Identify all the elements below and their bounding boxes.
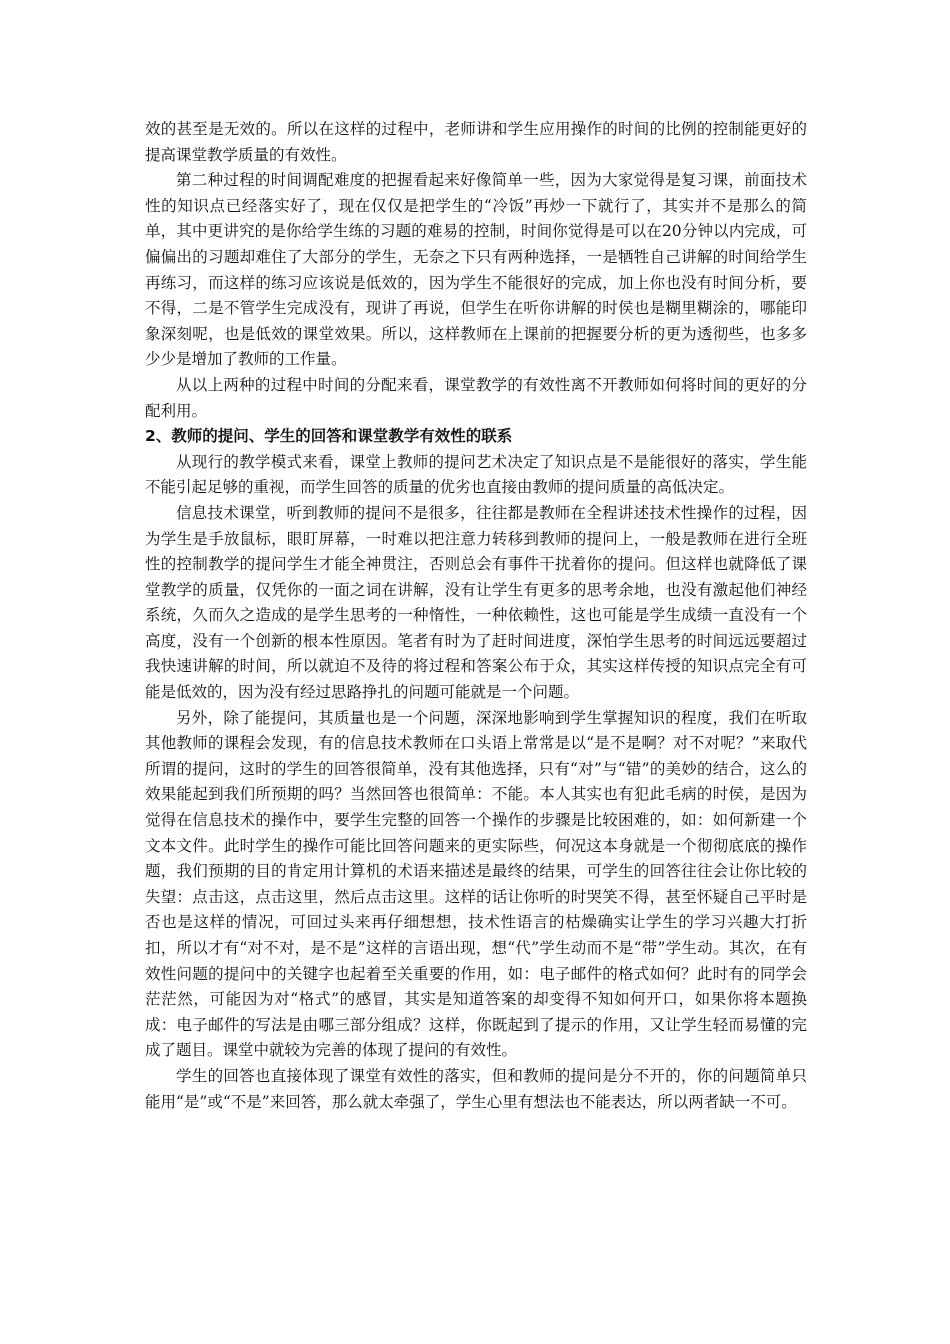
paragraph-second-process: 第二种过程的时间调配难度的把握看起来好像简单一些，因为大家觉得是复习课，前面技术性的知识点已经落实好了，现在仅仅是把学生的“冷饭”再炒一下就行了，其实并不是那么的简单，其中更讲究的是你给学生练的习题的难易的控制，时间你觉得是可以在20分钟以内完成，可偏偏出的习题却难住了大部分的学生，无奈之下只有两种选择，一是牺牲自己讲解的时间给学生再练习，而这样的练习应该说是低效的，因为学生不能很好的完成，加上你也没有时间分析，要不得，二是不管学生完成没有，现讲了再说，但学生在听你讲解的时侯也是糊里糊涂的，哪能印象深刻呢，也是低效的课堂效果。所以，这样教师在上课前的把握要分析的更为透彻些，也多多少少是增加了教师的工作量。 [145, 171, 807, 369]
document-body [145, 117, 807, 1115]
paragraph-questioning-art: 从现行的教学模式来看，课堂上教师的提问艺术决定了知识点是不是能很好的落实，学生能不能引起足够的重视，而学生回答的质量的优劣也直接由教师的提问质量的高低决定。 [145, 452, 807, 497]
paragraph-it-class: 信息技术课堂，听到教师的提问不是很多，往往都是教师在全程讲述技术性操作的过程，因为学生是手放鼠标，眼盯屏幕，一时难以把注意力转移到教师的提问上，一般是教师在进行全班性的控制教学的提问学生才能全神贯注，否则总会有事件干扰着你的提问。但这样也就降低了课堂教学的质量，仅凭你的一面之词在讲解，没有让学生有更多的思考余地，也没有激起他们神经系统，久而久之造成的是学生思考的一种惰性，一种依赖性，这也可能是学生成绩一直没有一个高度，没有一个创新的根本性原因。笔者有时为了赶时间进度，深怕学生思考的时间远远要超过我快速讲解的时间，所以就迫不及待的将过程和答案公布于众，其实这样传授的知识点完全有可能是低效的，因为没有经过思路挣扎的问题可能就是一个问题。 [145, 503, 807, 702]
paragraph-summary: 从以上两种的过程中时间的分配来看，课堂教学的有效性离不开教师如何将时间的更好的分配利用。 [145, 375, 807, 420]
paragraph-continuation: 效的甚至是无效的。所以在这样的过程中，老师讲和学生应用操作的时间的比例的控制能更好的提高课堂教学质量的有效性。 [145, 120, 807, 164]
paragraph-student-answers: 学生的回答也直接体现了课堂有效性的落实，但和教师的提问是分不开的，你的问题简单只能用“是”或“不是”来回答，那么就太牵强了，学生心里有想法也不能表达，所以两者缺一不可。 [145, 1066, 807, 1111]
paragraph-question-quality: 另外，除了能提问，其质量也是一个问题，深深地影响到学生掌握知识的程度，我们在听取其他教师的课程会发现，有的信息技术教师在口头语上常常是以“是不是啊？对不对呢？”来取代所谓的提问，这时的学生的回答很简单，没有其他选择，只有“对”与“错”的美妙的结合，这么的效果能起到我们所预期的吗？当然回答也很简单：不能。本人其实也有犯此毛病的时侯，是因为觉得在信息技术的操作中，要学生完整的回答一个操作的步骤是比较困难的，如：如何新建一个文本文件。此时学生的操作可能比回答问题来的更实际些，何况这本身就是一个彻彻底底的操作题，我们预期的目的肯定用计算机的术语来描述是最终的结果，可学生的回答往往会让你比较的失望：点击这，点击这里，然后点击这里。这样的话让你听的时哭笑不得，甚至怀疑自己平时是否也是这样的情况，可回过头来再仔细想想，技术性语言的枯燥确实让学生的学习兴趣大打折扣，所以才有“对不对，是不是”这样的言语出现，想“代”学生动而不是“带”学生动。其次，在有效性问题的提问中的关键字也起着至关重要的作用，如：电子邮件的格式如何？此时有的同学会茫茫然，可能因为对“格式”的感冒，其实是知道答案的却变得不知如何开口，如果你将本题换成：电子邮件的写法是由哪三部分组成？这样，你既起到了提示的作用，又让学生轻而易懂的完成了题目。课堂中就较为完善的体现了提问的有效性。 [145, 708, 807, 1060]
section-heading: 2、教师的提问、学生的回答和课堂教学有效性的联系 [145, 427, 513, 446]
